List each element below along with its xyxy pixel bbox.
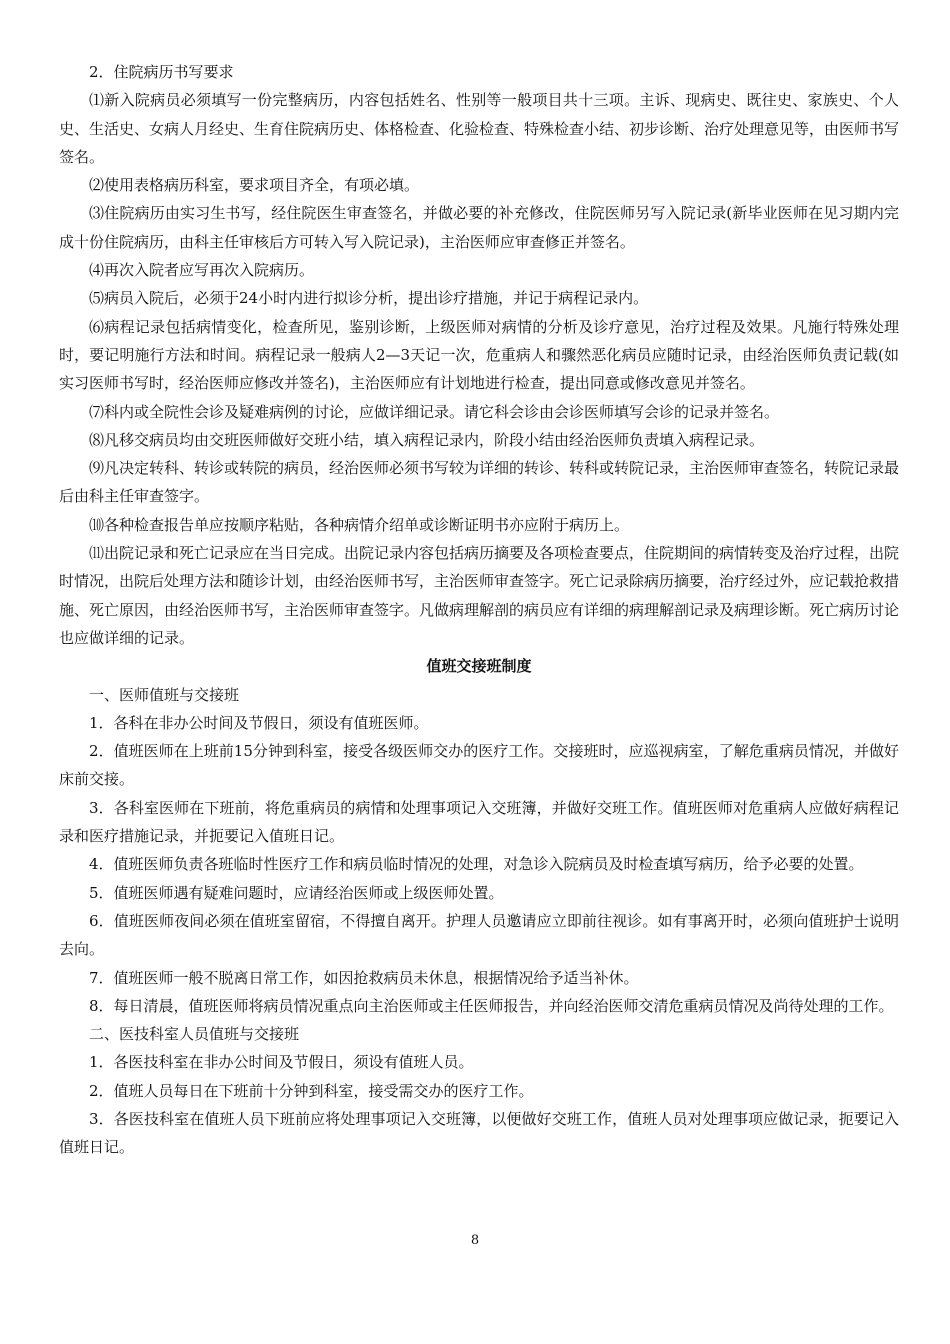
document-page — [59, 58, 899, 1162]
list-item: ⑶住院病历由实习生书写，经住院医生审查签名，并做必要的补充修改，住院医师另写入院记录(新毕业医师在见习期内完成十份住院病历，由科主任审核后方可转入写入院记录)，主治医师应审查修正并签名。 — [59, 204, 899, 251]
page-heading: 值班交接班制度 — [426, 657, 532, 676]
list-item: ⑹病程记录包括病情变化，检查所见，鉴别诊断，上级医师对病情的分析及诊疗意见，治疗过程及效果。凡施行特殊处理时，要记明施行方法和时间。病程记录一般病人2—3天记一次，危重病人和骤然恶化病员应随时记录，由经治医师负责记载(如实习医师书写时，经治医师应修改并签名)，主治医师应有计划地进行检查，提出同意或修改意见并签名。 — [59, 317, 899, 393]
list-item: ⑻凡移交病员均由交班医师做好交班小结，填入病程记录内，阶段小结由经治医师负责填入病程记录。 — [89, 430, 765, 449]
list-item: 5．值班医师遇有疑难问题时，应请经治医师或上级医师处置。 — [89, 883, 504, 902]
list-item: 8．每日清晨，值班医师将病员情况重点向主治医师或主任医师报告，并向经治医师交清危重病员情况及尚待处理的工作。 — [89, 996, 894, 1015]
list-item: ⑾出院记录和死亡记录应在当日完成。出院记录内容包括病历摘要及各项检查要点，住院期间的病情转变及治疗过程，出院时情况，出院后处理方法和随诊计划，由经治医师书写，主治医师审查签字。死亡记录除病历摘要，治疗经过外，应记载抢救措施、死亡原因，由经治医师书写，主治医师审查签字。凡做病理解剖的病员应有详细的病理解剖记录及病理诊断。死亡病历讨论也应做详细的记录。 — [59, 544, 900, 647]
list-item: 7．值班医师一般不脱离日常工作，如因抢救病员未休息，根据情况给予适当补休。 — [89, 968, 639, 987]
list-item: ⑴新入院病员必须填写一份完整病历，内容包括姓名、性别等一般项目共十三项。主诉、现病史、既往史、家族史、个人史、生活史、女病人月经史、生育住院病历史、体格检查、化验检查、特殊检查小结、初步诊断、治疗处理意见等，由医师书写签名。 — [59, 91, 900, 166]
list-item: ⑼凡决定转科、转诊或转院的病员，经治医师必须书写较为详细的转诊、转科或转院记录，主治医师审查签名，转院记录最后由科主任审查签字。 — [59, 459, 900, 506]
list-item: ⑷再次入院者应写再次入院病历。 — [89, 261, 315, 280]
list-item: 3．各科室医师在下班前，将危重病员的病情和处理事项记入交班簿，并做好交班工作。值班医师对危重病人应做好病程记录和医疗措施记录，并扼要记入值班日记。 — [59, 798, 899, 846]
list-item: 4．值班医师负责各班临时性医疗工作和病员临时情况的处理，对急诊入院病员及时检查填写病历，给予必要的处置。 — [89, 855, 864, 874]
page-number: 8 — [470, 1233, 480, 1248]
subsection-title: 一、医师值班与交接班 — [89, 685, 240, 704]
list-item: ⑵使用表格病历科室，要求项目齐全，有项必填。 — [89, 176, 420, 195]
subsection-title: 二、医技科室人员值班与交接班 — [89, 1025, 300, 1044]
list-item: ⑺科内或全院性会诊及疑难病例的讨论，应做详细记录。请它科会诊由会诊医师填写会诊的记录并签名。 — [89, 402, 780, 421]
list-item: ⑸病员入院后，必须于24小时内进行拟诊分析，提出诊疗措施，并记于病程记录内。 — [89, 289, 649, 308]
list-item: 2．值班医师在上班前15分钟到科室，接受各级医师交办的医疗工作。交接班时，应巡视病室，了解危重病员情况，并做好床前交接。 — [59, 742, 899, 789]
list-item: 1．各科在非办公时间及节假日，须设有值班医师。 — [89, 713, 429, 732]
list-item: ⑽各种检查报告单应按顺序粘贴，各种病情介绍单或诊断证明书亦应附于病历上。 — [89, 515, 630, 534]
list-item: 3．各医技科室在值班人员下班前应将处理事项记入交班簿，以便做好交班工作，值班人员对处理事项应做记录，扼要记入值班日记。 — [59, 1109, 899, 1157]
list-item: 6．值班医师夜间必须在值班室留宿，不得擅自离开。护理人员邀请应立即前往视诊。如有事离开时，必须向值班护士说明去向。 — [59, 911, 899, 959]
section-title: 2．住院病历书写要求 — [89, 63, 234, 81]
list-item: 2．值班人员每日在下班前十分钟到科室，接受需交办的医疗工作。 — [89, 1081, 534, 1100]
list-item: 1．各医技科室在非办公时间及节假日，须设有值班人员。 — [89, 1053, 474, 1072]
